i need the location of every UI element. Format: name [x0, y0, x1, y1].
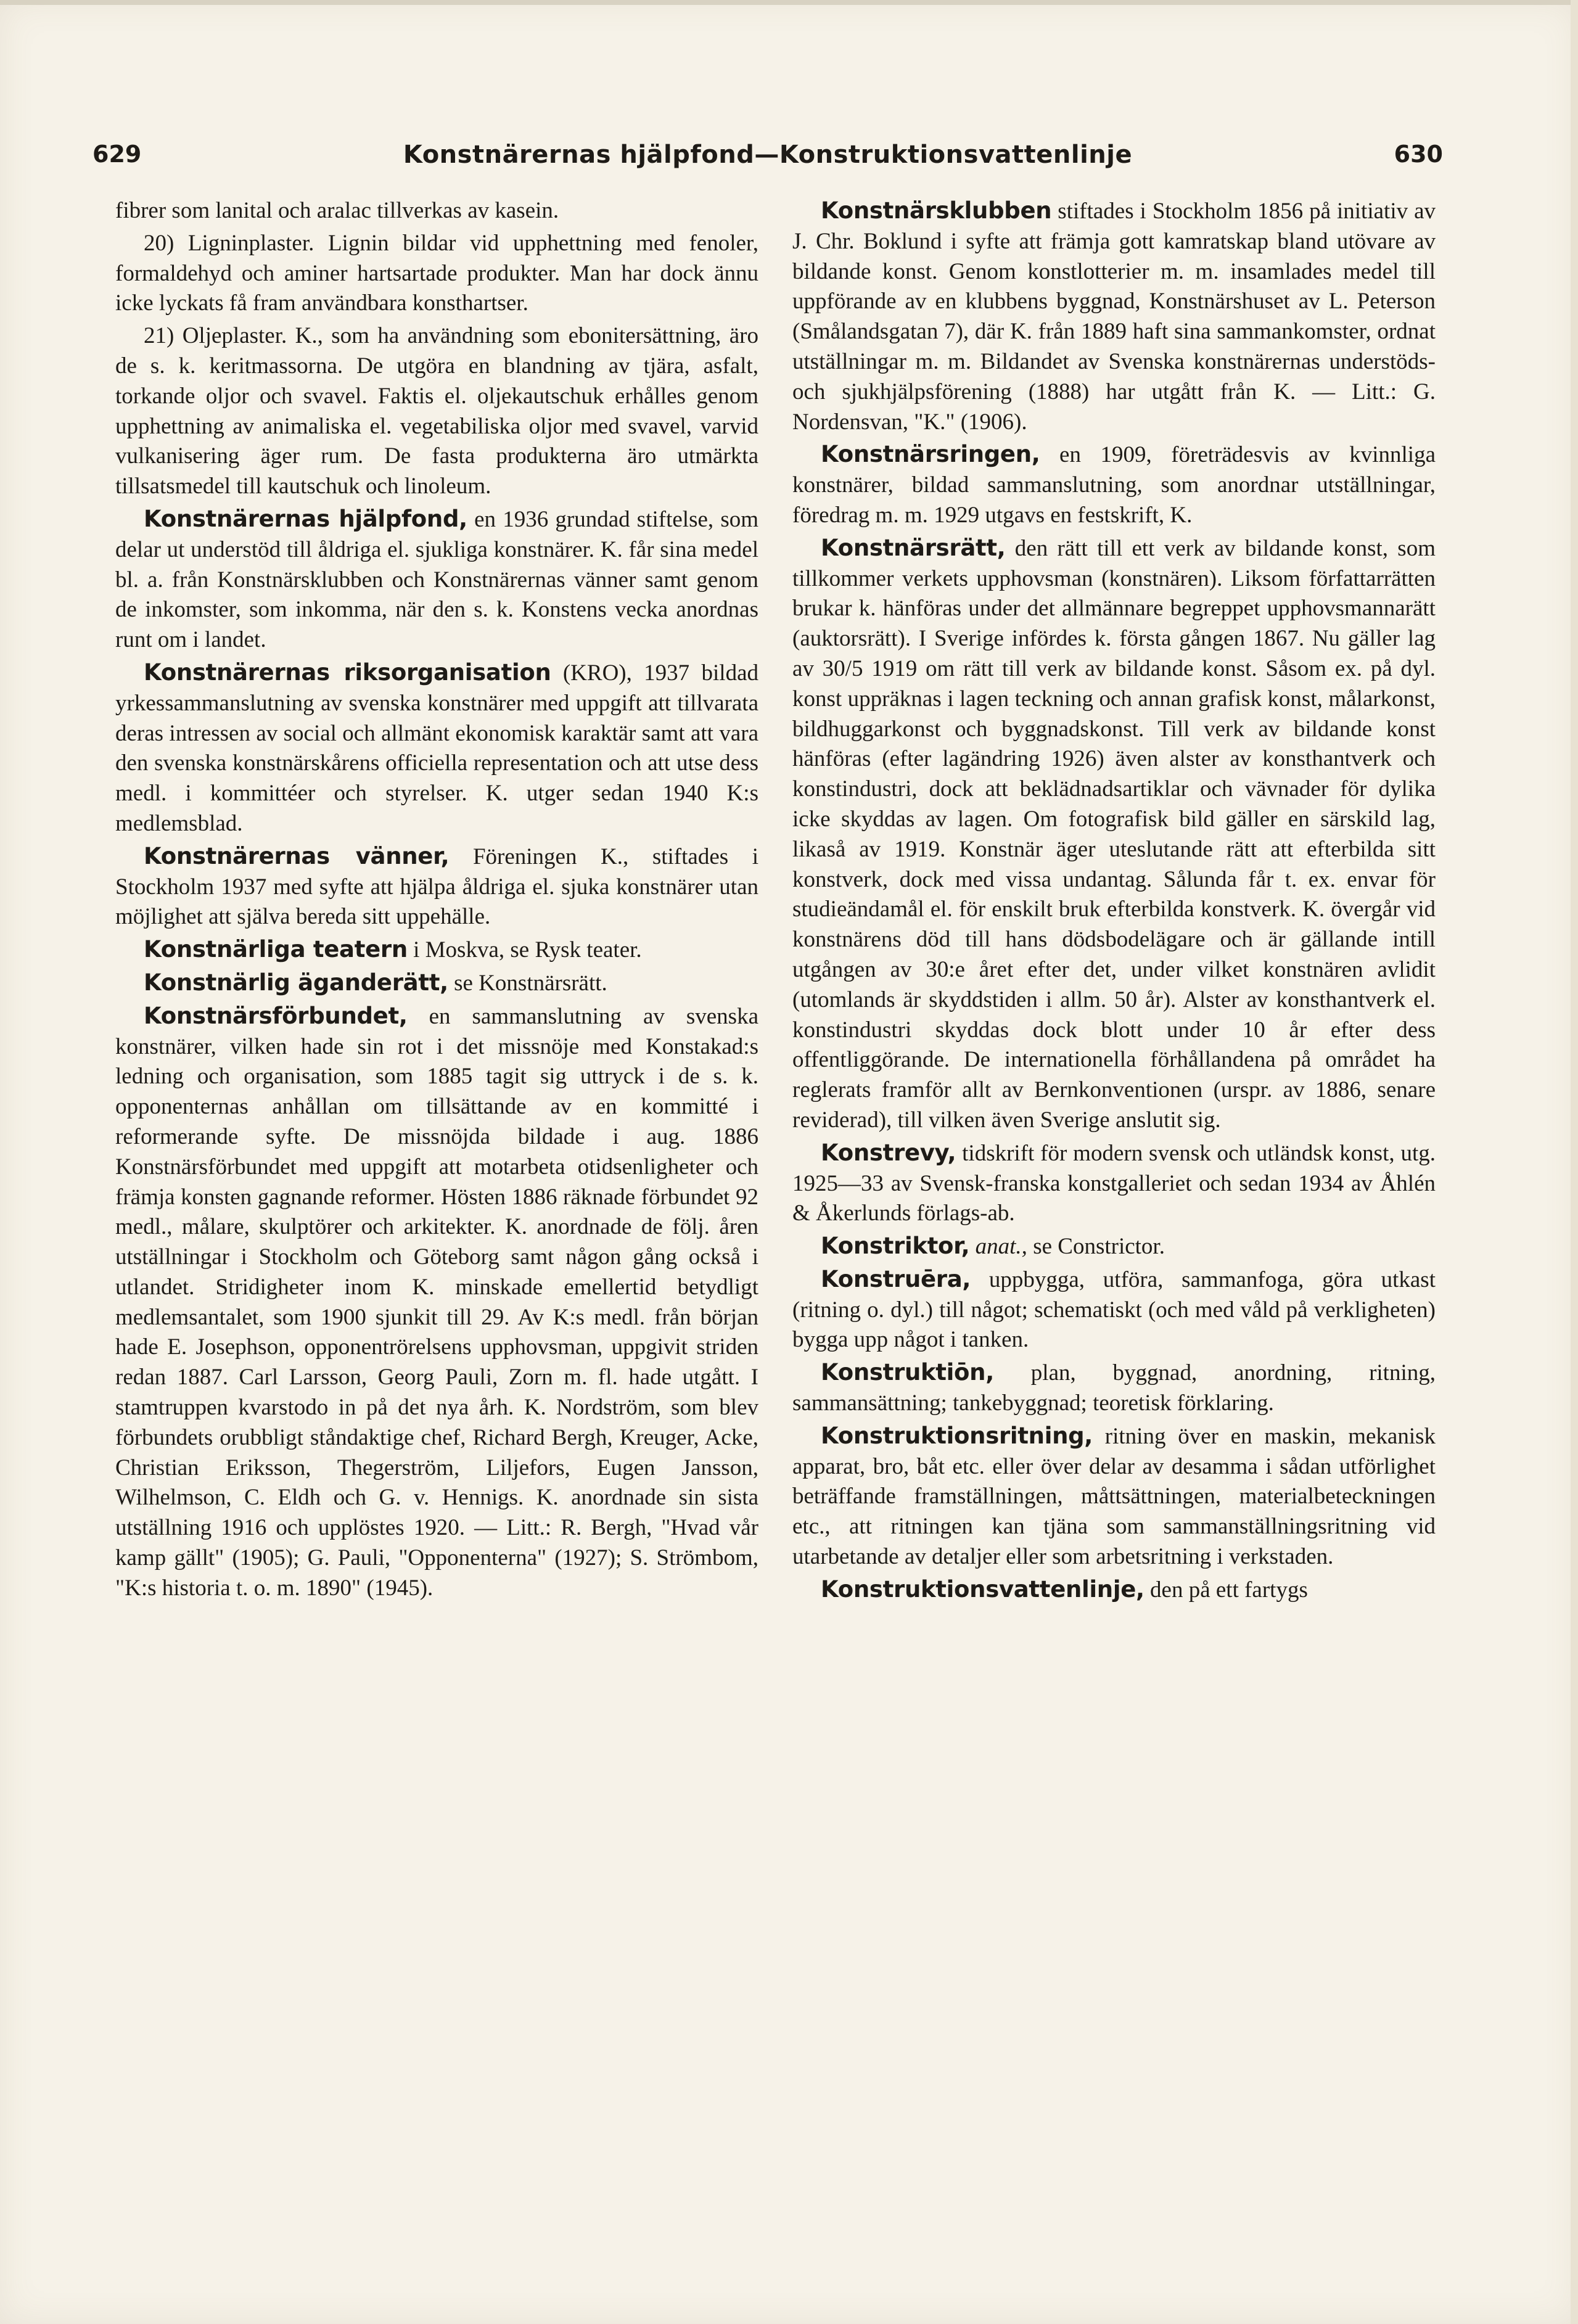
entry-headword: Konstruktiōn,: [821, 1359, 994, 1386]
dictionary-entry: [792, 533, 1436, 1136]
dictionary-entry: [115, 968, 758, 999]
entry-body: den på ett fartygs: [1144, 1577, 1308, 1603]
left-column: [115, 196, 758, 1606]
entry-body: Föreningen K., stiftades i Stockholm 1937 med syfte att hjälpa åldriga el. sjuka konstnärer utan möjlighet att själva bereda sitt uppehälle.: [115, 844, 758, 930]
dictionary-entry: [792, 1575, 1436, 1606]
entry-headword: Konstnärsrätt,: [821, 534, 1006, 561]
entry-body: den rätt till ett verk av bildande konst, som tillkommer verkets upphovsman (konstnären). Liksom författarrätten brukar k. hänföras under det allmännare begreppet upphovsmannarätt (auktorsrätt). I Sverige infördes k. första gången 1867. Nu gäller lag av 30/5 1919 om rätt till verk av bildande konst. Såsom ex. på dyl. konst uppräknas i lagen teckning och annan grafisk konst, målarkonst, bildhuggarkonst och byggnadskonst. Till verk av bildande konst hänföras (efter lagändring 1926) även alster av konsthantverk och konstindustri, dock att beklädnadsartiklar och vävnader för dylika icke skyddas av lagen. Om fotografisk bild gäller en särskild lag, likaså av 1919. Konstnär äger uteslutande rätt att efterbilda sitt konstverk, dock med vissa undantag. Sålunda får t. ex. envar för studieändamål el. för enskilt bruk efterbilda konstverk. K. övergår vid konstnärens död till hans dödsbodelägare och är gällande intill utgången av 30:e året efter det, under vilket konstnären avlidit (utomlands är skyddstiden i allm. 50 år). Alster av konsthantverk el. konstindustri skyddas dock blott under 10 år efter dess offentliggörande. De internationella förhållandena på området ha reglerats framför allt av Bernkonventionen (urspr. av 1886, senare reviderad), till vilken även Sverige anslutit sig.: [792, 535, 1436, 1133]
entry-headword: Konstnärlig äganderätt,: [144, 969, 448, 996]
entry-body: stiftades i Stockholm 1856 på initiativ av J. Chr. Boklund i syfte att främja gott kamratskap bland utövare av bildande konst. Genom konstlotterier m. m. insamlades medel till uppförande av en klubbens byggnad, Konstnärshuset av L. Peterson (Smålandsgatan 7), där K. från 1889 haft sina sammankomster, ordnat utställningar m. m. Bildandet av Svenska konstnärernas understöds- och sjukhjälpsförening (1888) har utgått från K. — Litt.: G. Nordensvan, "K." (1906).: [792, 199, 1436, 435]
entry-headword: Konstruktionsritning,: [821, 1422, 1093, 1449]
page-number-right: 630: [1394, 141, 1443, 168]
entry-body: i Moskva, se Rysk teater.: [407, 937, 642, 963]
entry-body: uppbygga, utföra, sammanfoga, göra utkast (ritning o. dyl.) till något; schematiskt (och med våld på verkligheten) bygga upp något i tanken.: [792, 1267, 1436, 1353]
entry-body: (KRO), 1937 bildad yrkessammanslutning av svenska konstnärer med uppgift att tillvarata deras intressen av social och allmänt ekonomisk karaktär samt att vara den svenska konstnärskårens officiella representation och att utse dess medl. i kommittéer och styrelser. K. utger sedan 1940 K:s medlemsblad.: [115, 660, 758, 836]
page-number-left: 629: [92, 141, 142, 168]
entry-body: en 1909, företrädesvis av kvinnliga konstnärer, bildad sammanslutning, som anordnar utställningar, föredrag m. m. 1929 utgavs en festskrift, K.: [792, 442, 1436, 528]
dictionary-entry: [115, 504, 758, 655]
entry-field-label: anat.,: [969, 1234, 1027, 1260]
running-header: [92, 141, 1443, 178]
entry-body: en 1936 grundad stiftelse, som delar ut understöd till åldriga el. sjukliga konstnärer. K. får sina medel bl. a. från Konstnärsklubben och Konstnärernas vänner samt genom de inkomster, som inkomma, när den s. k. Konstens vecka anordnas runt om i landet.: [115, 506, 758, 653]
dictionary-entry: [792, 1231, 1436, 1262]
dictionary-entry: [115, 842, 758, 932]
running-title: Konstnärernas hjälpfond—Konstruktionsvattenlinje: [403, 141, 1133, 169]
dictionary-entry: [792, 1421, 1436, 1572]
entry-headword: Konstruēra,: [821, 1265, 971, 1292]
entry-headword: Konstnärsklubben: [821, 197, 1052, 224]
dictionary-entry: [792, 440, 1436, 530]
dictionary-entry: [115, 658, 758, 839]
entry-text: fibrer som lanital och aralac tillverkas av kasein.: [115, 198, 559, 223]
entry-headword: Konstruktionsvattenlinje,: [821, 1575, 1144, 1603]
entry-body: se Constrictor.: [1027, 1234, 1165, 1260]
dictionary-entry: [115, 935, 758, 966]
dictionary-entry: [792, 1358, 1436, 1419]
entry-text: 20) Ligninplaster. Lignin bildar vid upphettning med fenoler, formaldehyd och aminer hartsartade produkter. Man har dock ännu icke lyckats få fram användbara konsthartser.: [115, 230, 758, 316]
dictionary-entry: [792, 196, 1436, 437]
entry-body: tidskrift för modern svensk och utländsk konst, utg. 1925—33 av Svensk-franska konstgalleriet och sedan 1934 av Åhlén & Åkerlunds förlags-ab.: [792, 1140, 1436, 1226]
entry-headword: Konstrevy,: [821, 1139, 956, 1166]
dictionary-entry: [792, 1138, 1436, 1229]
entry-body: en sammanslutning av svenska konstnärer, vilken hade sin rot i det missnöje med Konstakad:s ledning och organisation, som 1885 tagit sig uttryck i de s. k. opponenternas anhållan om tillsättande av en kommitté i reformerande syfte. De missnöjda bildade i aug. 1886 Konstnärsförbundet med uppgift att motarbeta otidsenligheter och främja konsten gagnande reformer. Hösten 1886 räknade förbundet 92 medl., målare, skulptörer och arkitekter. K. anordnade de följ. åren utställningar i Stockholm och Göteborg samt någon gång också i utlandet. Stridigheter inom K. minskade emellertid betydligt medlemsantalet, som 1900 sjunkit till 29. Av K:s medl. från början hade E. Josephson, opponentrörelsens upphovsman, uppgivit striden redan 1887. Carl Larsson, Georg Pauli, Zorn m. fl. hade utgått. I stamtruppen kvarstodo in på det nya årh. K. Nordström, som blev förbundets orubbligt ståndaktige chef, Richard Bergh, Kreuger, Acke, Christian Eriksson, Thegerström, Liljefors, Eugen Jansson, Wilhelmson, C. Eldh och G. v. Hennigs. K. anordnade sin sista utställning 1916 och upplöstes 1920. — Litt.: R. Bergh, "Hvad vår kamp gällt" (1905); G. Pauli, "Opponenterna" (1927); S. Strömbom, "K:s historia t. o. m. 1890" (1945).: [115, 1003, 758, 1601]
entry-text: 21) Oljeplaster. K., som ha användning som ebonitersättning, äro de s. k. keritmassorna. De utgöra en blandning av tjära, asfalt, torkande oljor och svavel. Faktis el. oljekautschuk erhålles genom upphettning av animaliska el. vegetabiliska oljor med svavel, varvid vulkanisering äger rum. De fasta produkterna äro utmärkta tillsatsmedel till kautschuk och linoleum.: [115, 323, 758, 499]
entry-body: se Konstnärsrätt.: [448, 970, 607, 996]
entry-headword: Konstriktor,: [821, 1233, 970, 1260]
dictionary-entry: [115, 1001, 758, 1604]
entry-headword: Konstnärsringen,: [821, 441, 1040, 468]
page-top-edge: [0, 0, 1578, 5]
entry-headword: Konstnärliga teatern: [144, 936, 408, 963]
right-column: [792, 196, 1436, 1608]
page-right-edge: [1571, 0, 1578, 2324]
entry-headword: Konstnärernas hjälpfond,: [144, 505, 467, 532]
entry-headword: Konstnärernas riksorganisation: [144, 659, 551, 686]
entry-body: ritning över en maskin, mekanisk apparat, bro, båt etc. eller över delar av desamma i sådan utförlighet beträffande framställningen, måttsättningen, materialbeteckningen etc., att ritningen kan tjäna som sammanställningsritning vid utarbetande av detaljer eller som arbetsritning i verkstaden.: [792, 1423, 1436, 1570]
entry-headword: Konstnärsförbundet,: [144, 1002, 408, 1029]
entry-body: plan, byggnad, anordning, ritning, sammansättning; tankebyggnad; teoretisk förklaring.: [792, 1360, 1436, 1416]
dictionary-entry: [792, 1265, 1436, 1355]
entry-headword: Konstnärernas vänner,: [144, 842, 450, 869]
